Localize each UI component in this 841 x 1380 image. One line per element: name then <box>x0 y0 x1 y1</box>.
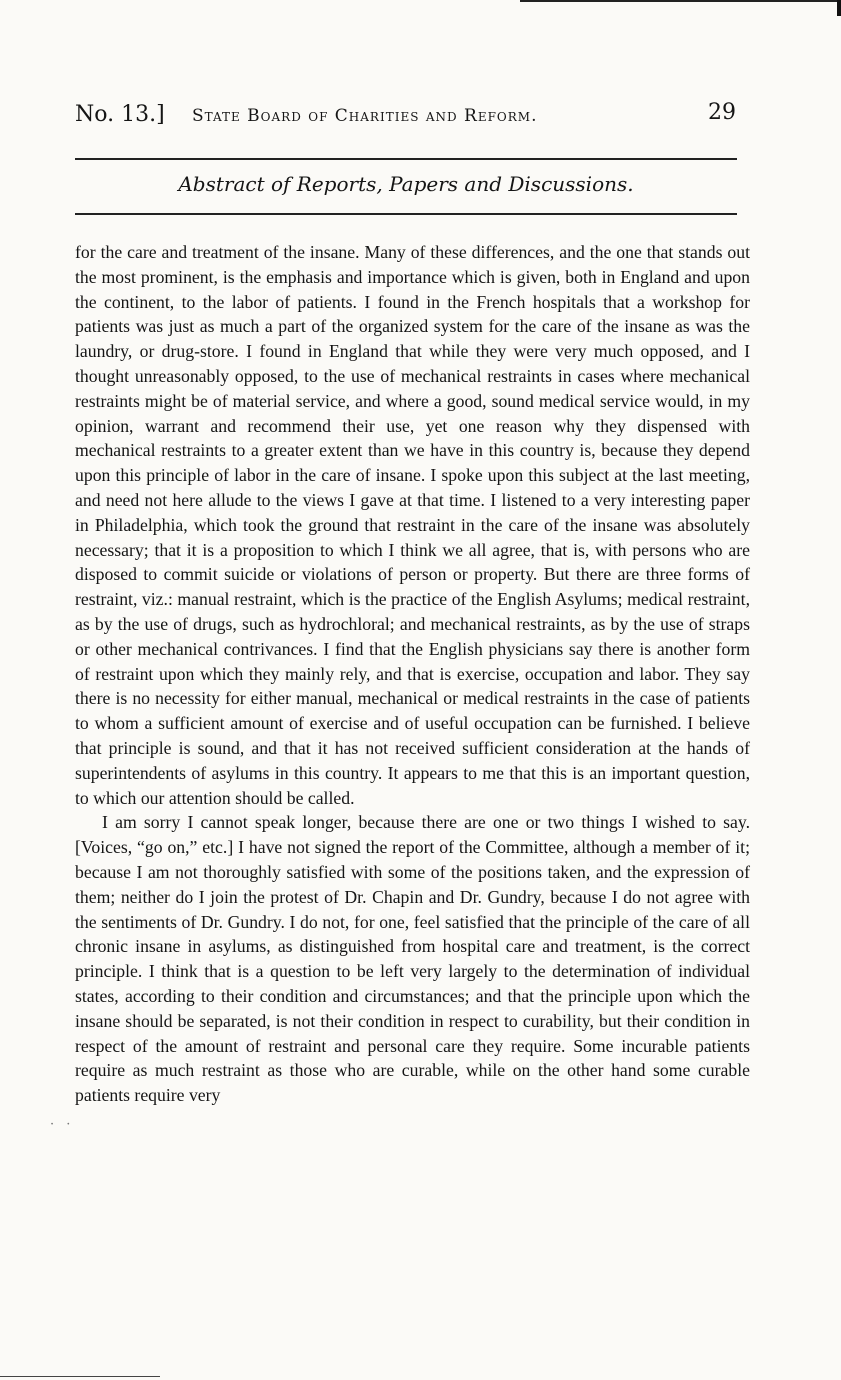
page-edge-mark <box>837 0 841 16</box>
header-rule-bottom <box>75 213 737 215</box>
paragraph: I am sorry I cannot speak longer, because there are one or two things I wished to say. [Voices, “go on,” etc.] I have not signed the report of the Committee, although a member of it; because I am not thoroughly satisfied with some of the positions taken, and the expression of them; neither do I join the protest of Dr. Chapin and Dr. Gundry, because I do not agree with the sentiments of Dr. Gundry. I do not, for one, feel satisfied that the principle of the care of all chronic insane in asylums, as distinguished from hospital care and treatment, is the correct principle. I think that is a question to be left very largely to the determination of individual states, according to their condition and circumstances; and that the principle upon which the insane should be separated, is not their condition in respect to curability, but their condition in respect of the amount of restraint and personal care they require. Some incurable patients require as much restraint as those who are curable, while on the other hand some curable patients require very <box>75 812 750 1106</box>
paragraph-continued: for the care and treatment of the insane. Many of these differences, and the one that stands out the most prominent, is the emphasis and importance which is given, both in England and upon the continent, to the labor of patients. I found in the French hospitals that a workshop for patients was just as much a part of the organized system for the care of the insane as was the laundry, or drug-store. I found in England that while they were very much opposed, and I thought unreasonably opposed, to the use of mechanical restraints in cases where mechanical restraints might be of material service, and where a good, sound medical service would, in my opinion, warrant and recommend their use, yet one reason why they dispensed with mechanical restraints to a greater extent than we have in this country is, because they depend upon this principle of labor in the care of insane. I spoke upon this subject at the last meeting, and need not here allude to the views I gave at that time. I listened to a very interesting paper in Philadelphia, which took the ground that restraint in the care of the insane was absolutely necessary; that it is a proposition to which I think we all agree, that is, with persons who are disposed to commit suicide or violations of person or property. But there are three forms of restraint, viz.: manual restraint, which is the practice of the English Asylums; medical restraint, as by the use of drugs, such as hydrochloral; and mechanical restraints, as by the use of straps or other mechanical contrivances. I find that the English physicians say there is another form of restraint upon which they mainly rely, and that is exercise, occupation and labor. They say there is no necessity for either manual, mechanical or medical restraints in the case of patients to whom a sufficient amount of exercise and of useful occupation can be furnished. I believe that principle is sound, and that it has not received sufficient consideration at the hands of superintendents of asylums in this country. It appears to me that this is an important question, to which our attention should be called. <box>75 242 750 808</box>
section-subheading: Abstract of Reports, Papers and Discussions. <box>178 172 634 196</box>
header-rule-top <box>75 158 737 160</box>
page-edge-line <box>520 0 841 2</box>
page-bottom-edge <box>0 1376 160 1377</box>
page-number: 29 <box>708 100 736 125</box>
margin-marks: · · <box>50 1117 75 1132</box>
document-number: No. 13.] <box>75 102 165 127</box>
body-text <box>75 240 750 1108</box>
page-header <box>75 100 740 132</box>
running-head: State Board of Charities and Reform. <box>192 106 538 126</box>
